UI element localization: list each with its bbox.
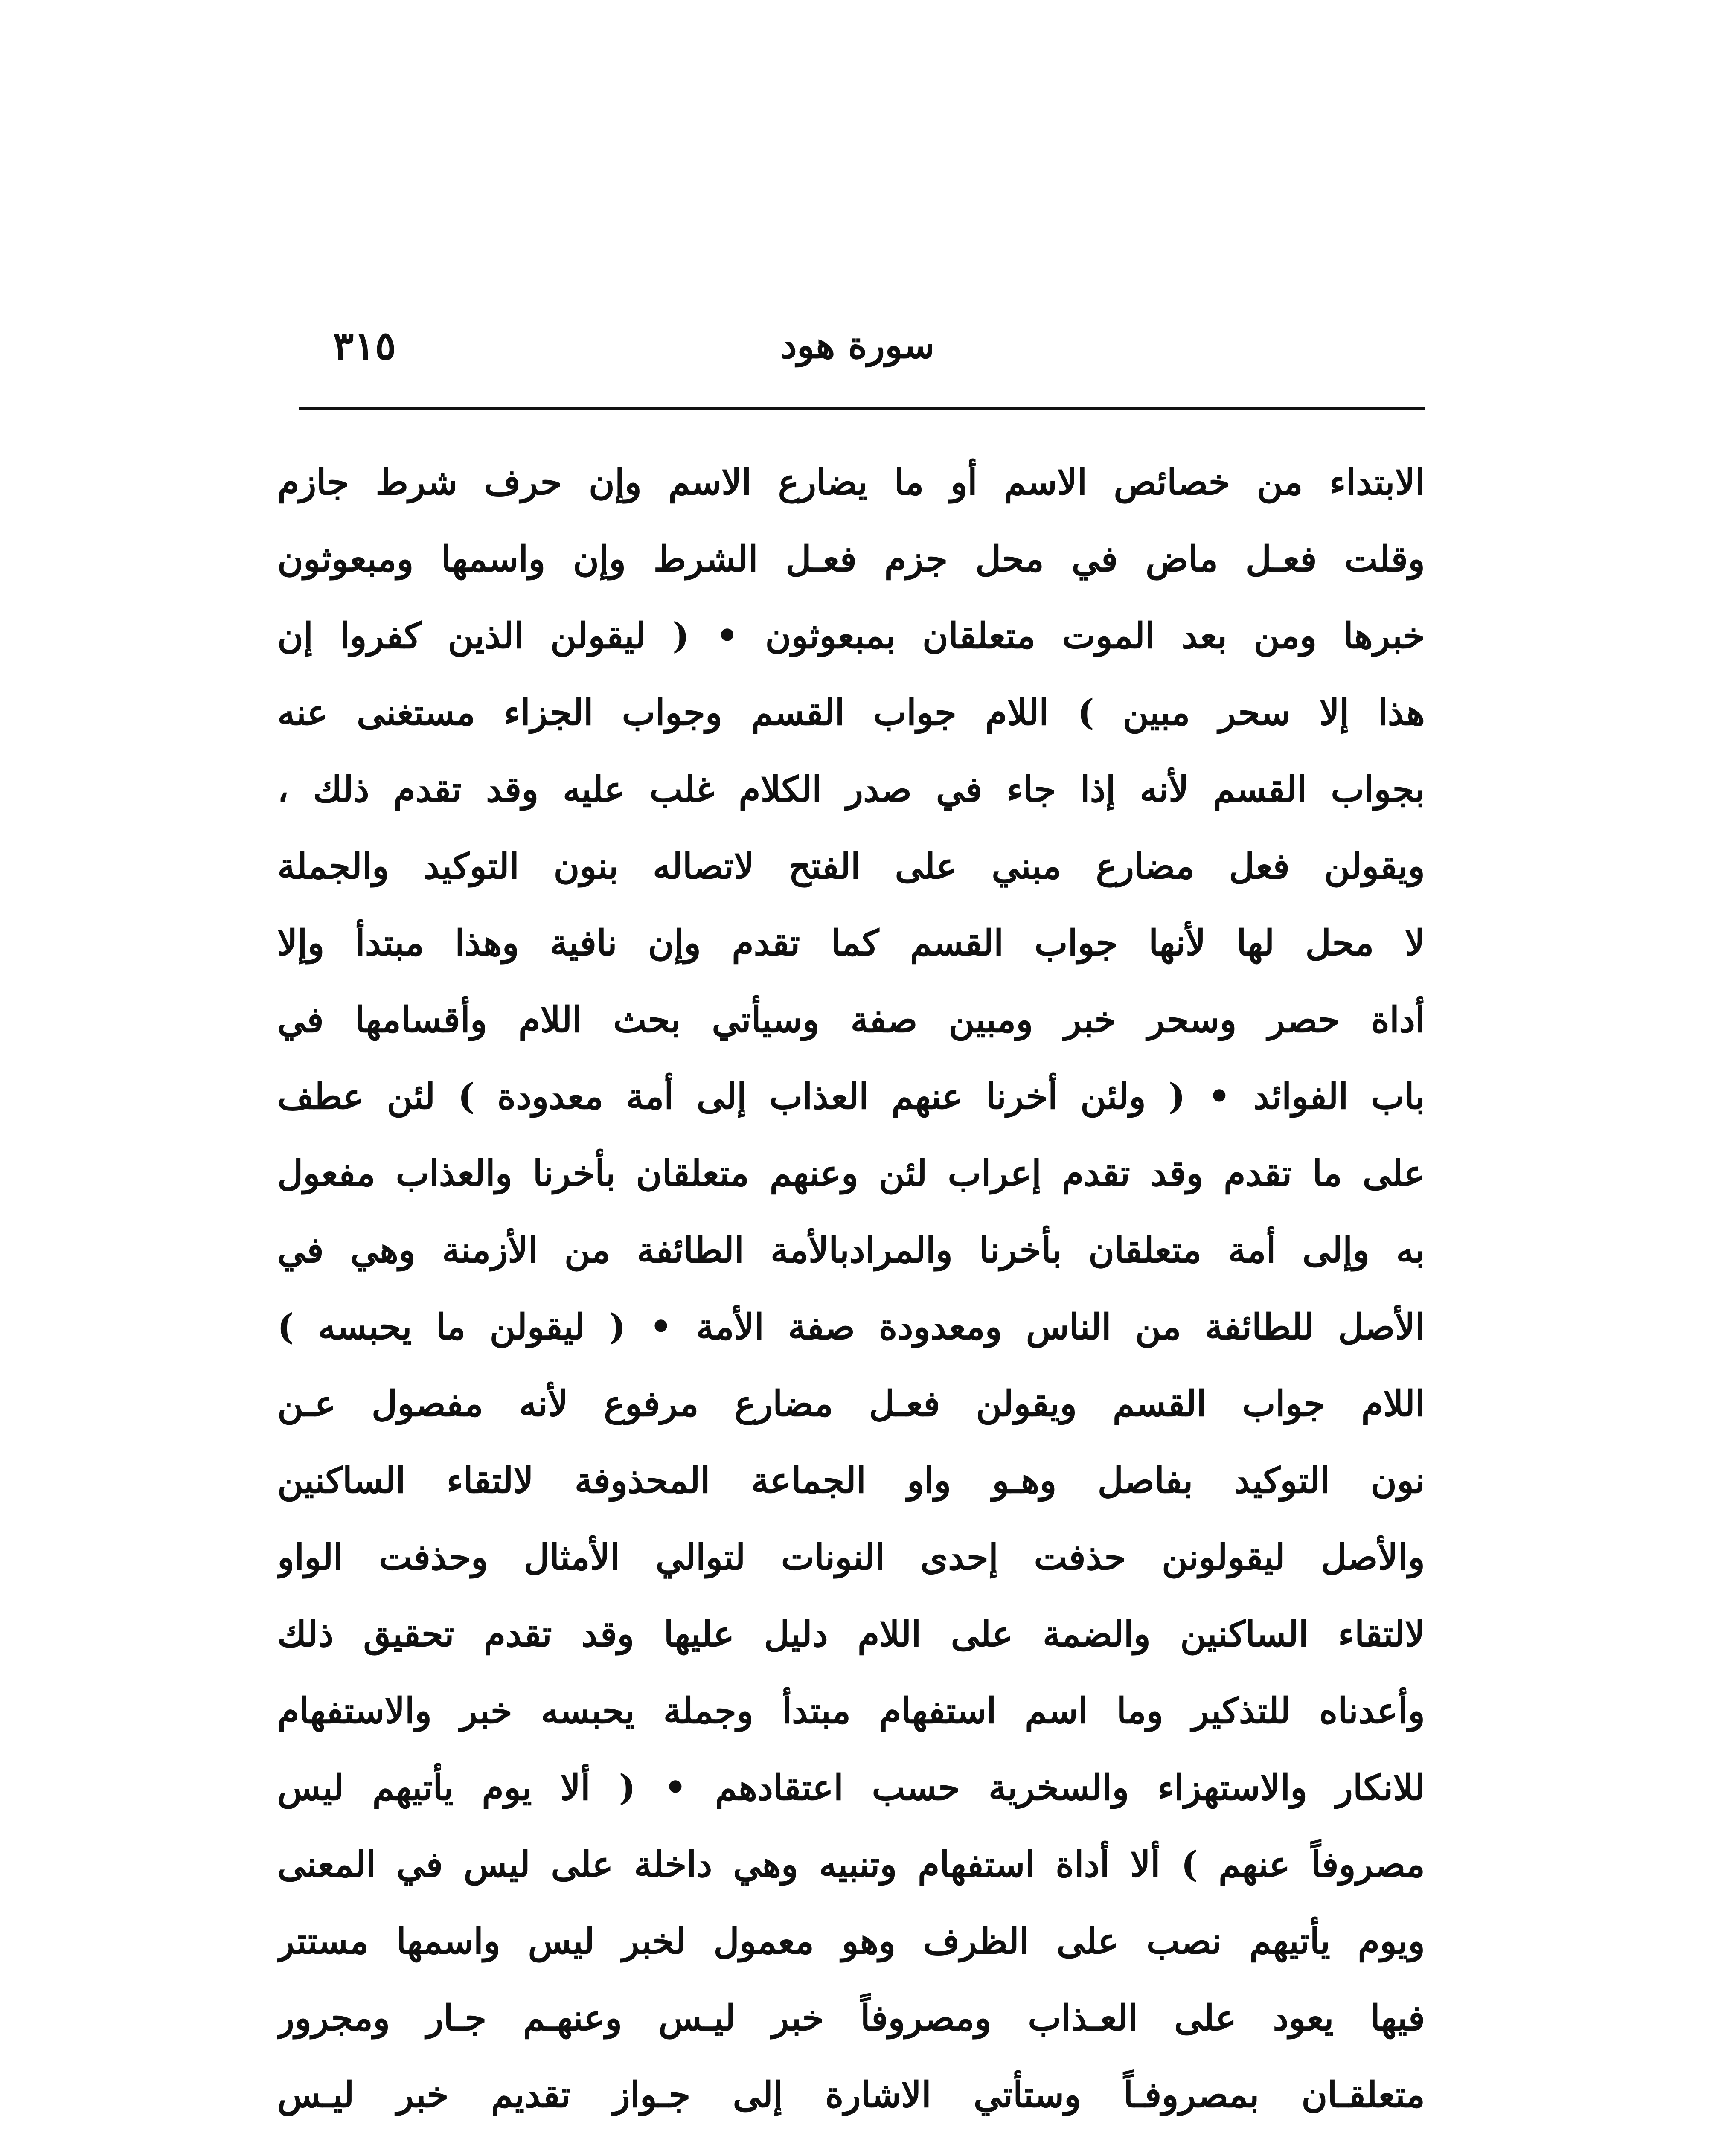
- text-line: نون التوكيد بفاصل وهـو واو الجماعة المحذوفة لالتقاء الساكنين: [277, 1459, 1425, 1501]
- text-line: على ما تقدم وقد تقدم إعراب لئن وعنهم متعلقان بأخرنا والعذاب مفعول: [277, 1152, 1425, 1194]
- text-line: لا محل لها لأنها جواب القسم كما تقدم وإن نافية وهذا مبتدأ وإلا: [277, 922, 1425, 964]
- body-text: [277, 444, 1425, 2133]
- text-line: الابتداء من خصائص الاسم أو ما يضارع الاسم وإن حرف شرط جازم: [277, 461, 1425, 503]
- text-line: خبرها ومن بعد الموت متعلقان بمبعوثون • ( ليقولن الذين كفروا إن: [277, 615, 1425, 657]
- text-line: أداة حصر وسحر خبر ومبين صفة وسيأتي بحث اللام وأقسامها في: [277, 999, 1425, 1040]
- running-header: [299, 316, 1416, 375]
- text-line: ويقولن فعل مضارع مبني على الفتح لاتصاله بنون التوكيد والجملة: [277, 845, 1425, 887]
- text-line: متعلقـان بمصروفـاً وستأتي الاشارة إلى جـواز تقديم خبر ليـس: [277, 2074, 1425, 2116]
- page-number: ٣١٥: [333, 323, 396, 369]
- text-line: والأصل ليقولونن حذفت إحدى النونات لتوالي الأمثال وحذفت الواو: [277, 1536, 1425, 1578]
- text-line: لالتقاء الساكنين والضمة على اللام دليل عليها وقد تقدم تحقيق ذلك: [277, 1613, 1425, 1655]
- text-line: اللام جواب القسم ويقولن فعـل مضارع مرفوع لأنه مفصول عـن: [277, 1383, 1425, 1424]
- text-line: للانكار والاستهزاء والسخرية حسب اعتقادهم • ( ألا يوم يأتيهم ليس: [277, 1767, 1425, 1808]
- text-line: بجواب القسم لأنه إذا جاء في صدر الكلام غلب عليه وقد تقدم ذلك ،: [277, 768, 1425, 810]
- text-line: فيها يعود على العـذاب ومصروفاً خبر ليـس وعنهـم جـار ومجرور: [277, 1997, 1425, 2039]
- text-line: باب الفوائد • ( ولئن أخرنا عنهم العذاب إلى أمة معدودة ) لئن عطف: [277, 1075, 1425, 1117]
- running-title: سورة هود: [780, 324, 935, 367]
- text-line: به وإلى أمة متعلقان بأخرنا والمرادبالأمة الطائفة من الأزمنة وهي في: [277, 1229, 1425, 1271]
- text-line: وأعدناه للتذكير وما اسم استفهام مبتدأ وجملة يحبسه خبر والاستفهام: [277, 1690, 1425, 1732]
- text-line: الأصل للطائفة من الناس ومعدودة صفة الأمة • ( ليقولن ما يحبسه ): [277, 1306, 1425, 1348]
- header-divider: [299, 407, 1425, 410]
- text-line: هذا إلا سحر مبين ) اللام جواب القسم وجواب الجزاء مستغنى عنه: [277, 692, 1425, 733]
- text-line: مصروفاً عنهم ) ألا أداة استفهام وتنبيه وهي داخلة على ليس في المعنى: [277, 1843, 1425, 1885]
- text-line: ويوم يأتيهم نصب على الظرف وهو معمول لخبر ليس واسمها مستتر: [277, 1920, 1425, 1962]
- text-line: وقلت فعـل ماض في محل جزم فعـل الشرط وإن واسمها ومبعوثون: [277, 538, 1425, 580]
